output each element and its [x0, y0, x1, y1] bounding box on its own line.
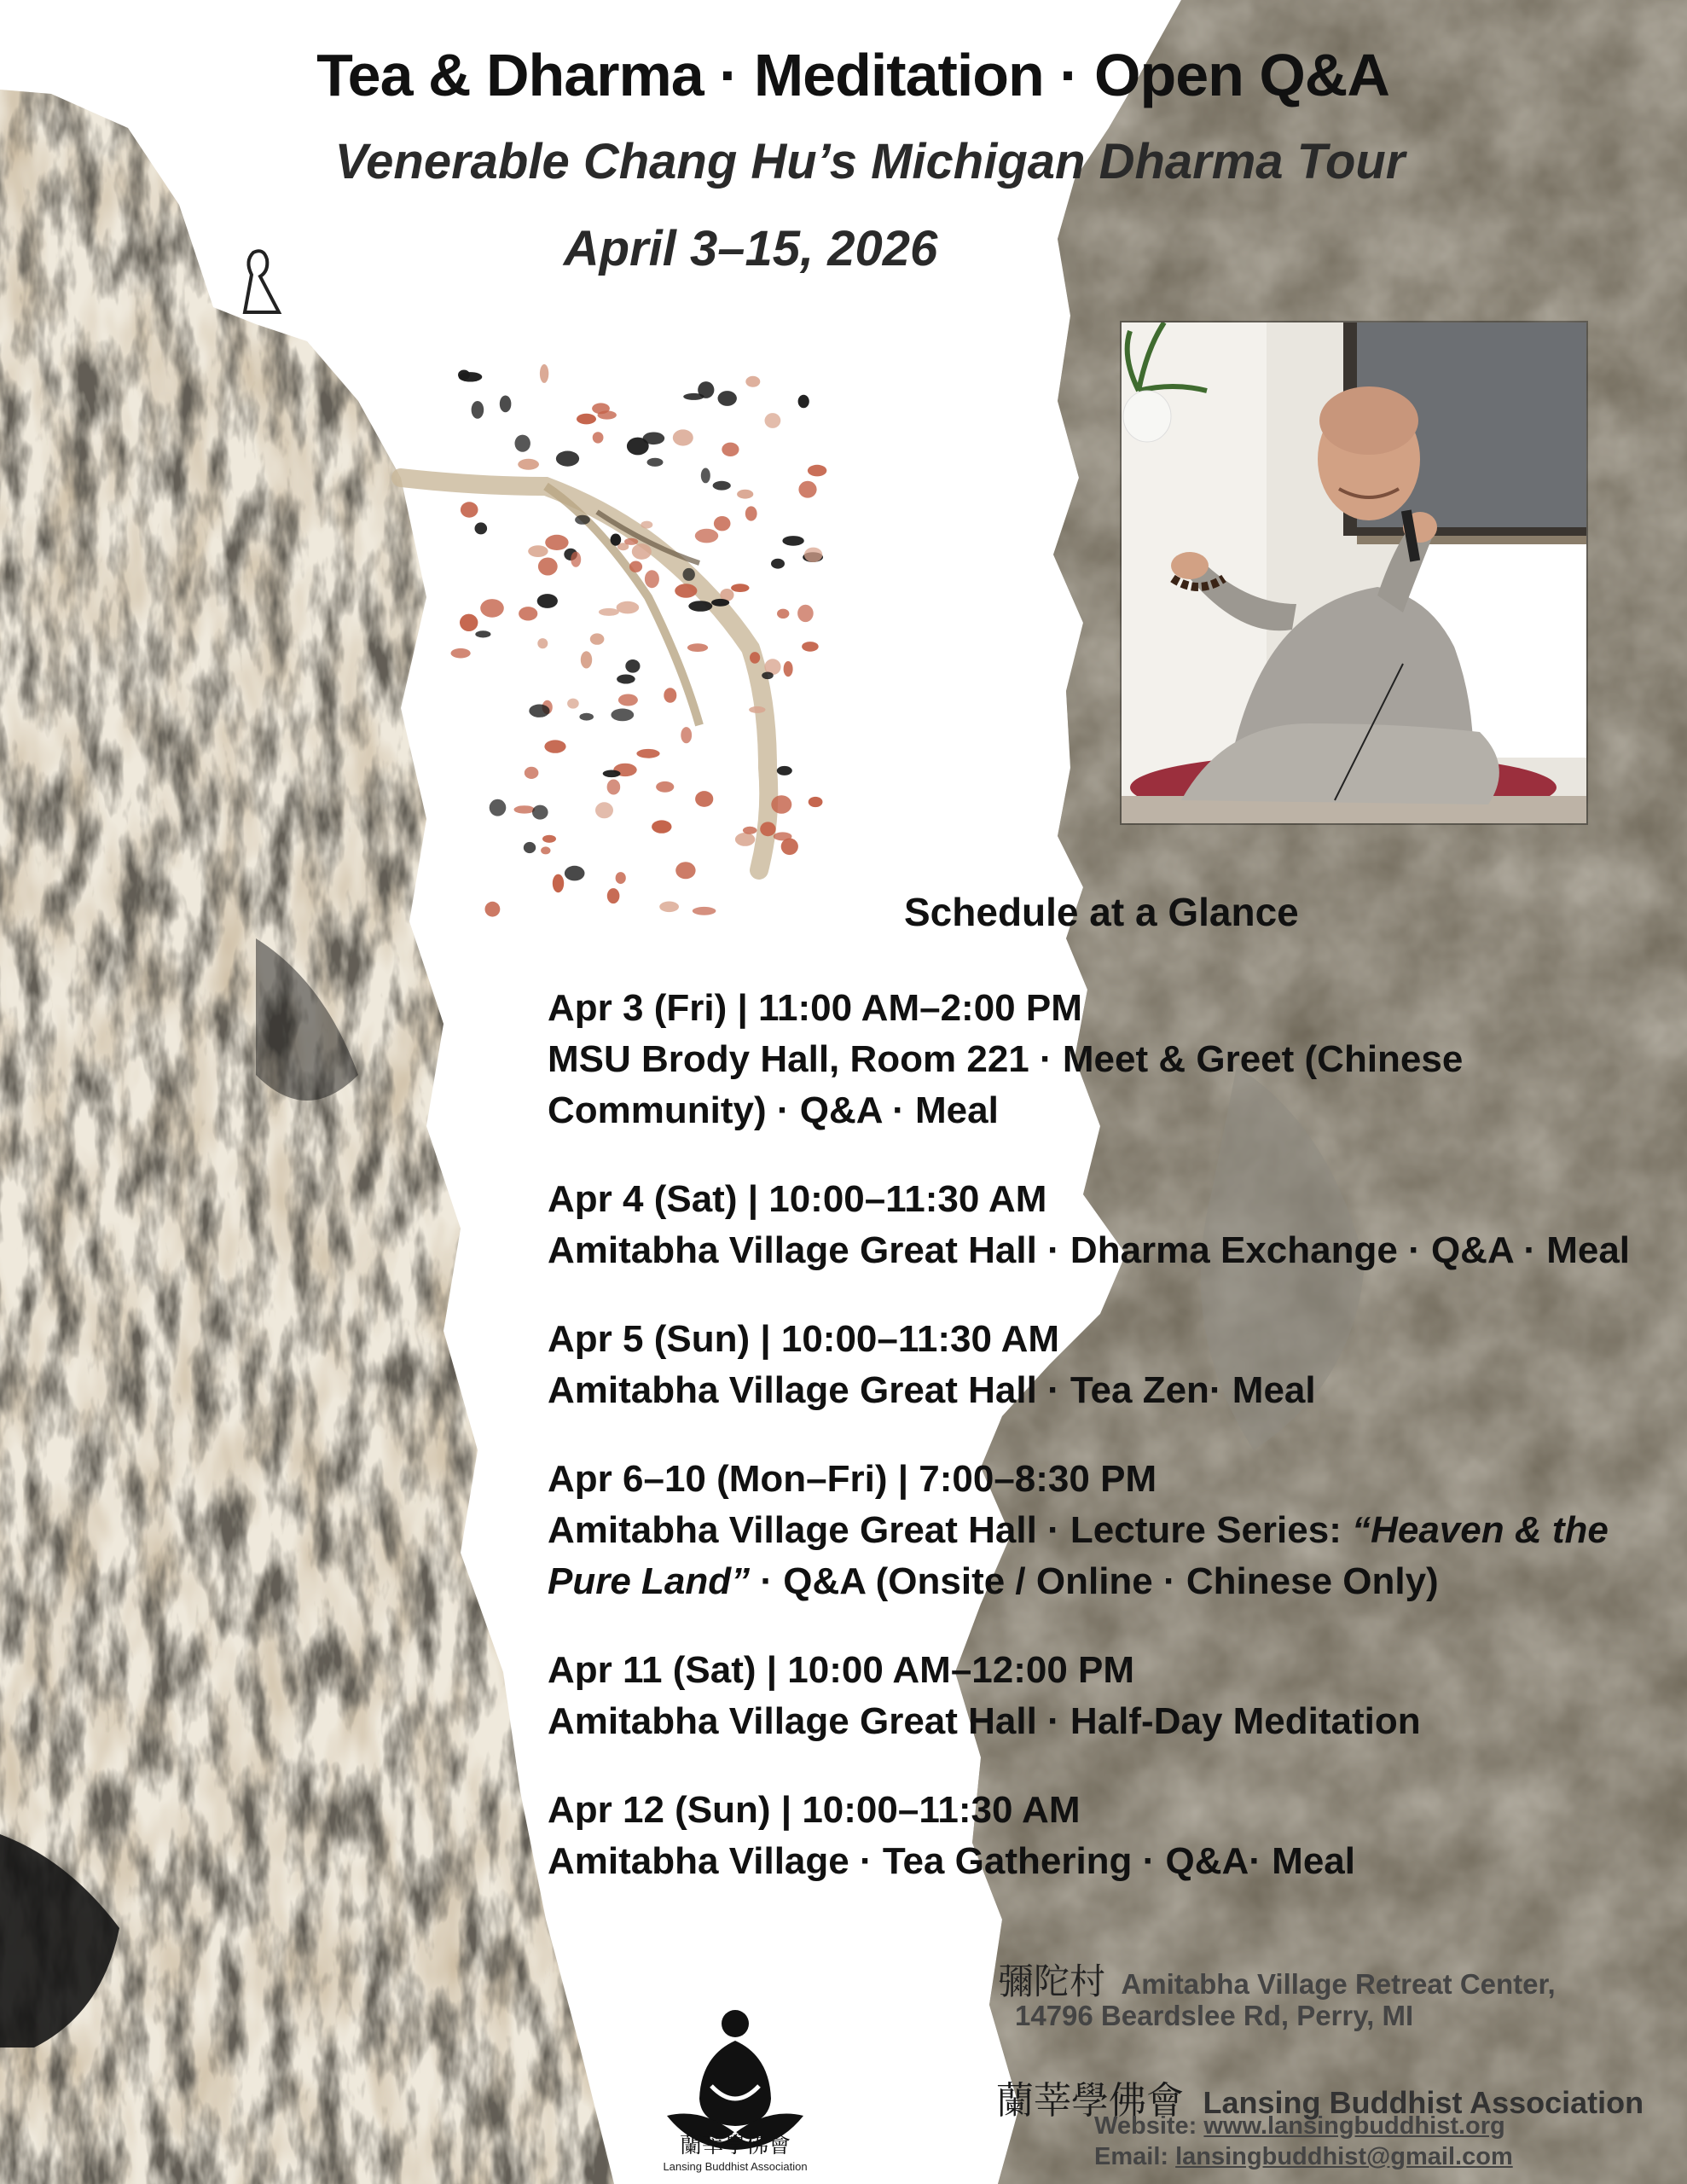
blossom-dot — [673, 429, 693, 445]
blossom-dot — [711, 599, 729, 607]
blossom-dot — [485, 902, 501, 917]
logo-caption: Lansing Buddhist Association — [663, 2160, 808, 2173]
blossom-dot — [683, 393, 704, 400]
blossom-dot — [798, 481, 816, 498]
event-date: Apr 12 (Sun) | 10:00–11:30 AM — [548, 1789, 1081, 1831]
event-date: Apr 11 (Sat) | 10:00 AM–12:00 PM — [548, 1649, 1135, 1691]
blossom-dot — [714, 516, 731, 531]
blossom-dot — [687, 643, 708, 652]
blossom-dot — [598, 410, 617, 419]
event-date: Apr 4 (Sat) | 10:00–11:30 AM — [548, 1178, 1047, 1220]
blossom-dot — [695, 791, 713, 807]
blossom-dot — [762, 672, 774, 680]
event-description: Amitabha Village Great Hall · Lecture Series: “Heaven & the Pure Land” · Q&A (Onsite / Online · Chinese Only) — [548, 1509, 1609, 1602]
blossom-dot — [695, 529, 718, 543]
blossom-dot — [514, 805, 536, 813]
event-description: Amitabha Village · Tea Gathering · Q&A· Meal — [548, 1840, 1355, 1882]
blossom-dot — [636, 749, 659, 758]
blossom-dot — [735, 833, 755, 846]
blossom-dot — [675, 862, 695, 879]
event-date: Apr 6–10 (Mon–Fri) | 7:00–8:30 PM — [548, 1458, 1157, 1500]
blossom-dot — [460, 614, 478, 631]
blossom-dot — [571, 552, 581, 567]
blossom-dot — [645, 570, 659, 588]
event-description: Amitabha Village Great Hall · Half-Day Meditation — [548, 1700, 1421, 1742]
blossom-dot — [579, 713, 594, 721]
blossom-dot — [603, 770, 621, 778]
blossom-dot — [475, 630, 490, 637]
blossom-dot — [525, 767, 539, 779]
blossom-dot — [451, 648, 471, 659]
blossom-dot — [524, 842, 536, 853]
blossom-dot — [777, 609, 789, 619]
event-date: Apr 5 (Sun) | 10:00–11:30 AM — [548, 1318, 1059, 1360]
blossom-dot — [760, 822, 775, 836]
blossom-dot — [782, 536, 803, 546]
schedule-item — [548, 1174, 1673, 1276]
blossom-dot — [641, 521, 652, 529]
blossom-dot — [681, 727, 692, 743]
blossom-dot — [616, 872, 626, 884]
blossom-dot — [461, 502, 478, 517]
blossom-dot — [683, 568, 695, 581]
blossom-dot — [629, 561, 642, 572]
blossom-dot — [625, 659, 640, 673]
blossom-dot — [652, 820, 671, 833]
blossom-dot — [528, 545, 548, 557]
blossom-dot — [713, 481, 731, 491]
blossom-dot — [553, 874, 564, 893]
blossom-dot — [545, 535, 568, 550]
blossom-dot — [797, 605, 814, 622]
blossom-dot — [611, 534, 622, 546]
schedule-item — [548, 1645, 1673, 1747]
blossom-dot — [745, 376, 760, 387]
blossom-dot — [688, 601, 712, 612]
blossom-dot — [577, 414, 596, 425]
blossom-dot — [475, 522, 488, 534]
blossom-dot — [771, 795, 791, 814]
blossom-dot — [809, 797, 823, 807]
blossom-dot — [664, 688, 676, 703]
event-description: MSU Brody Hall, Room 221 · Meet & Greet (Chinese Community) · Q&A · Meal — [548, 1038, 1464, 1131]
blossom-dot — [611, 709, 634, 722]
blossom-dot — [618, 694, 638, 706]
blossom-dot — [617, 601, 640, 614]
blossom-dot — [556, 451, 579, 467]
schedule-heading: Schedule at a Glance — [904, 890, 1299, 934]
email-line: Email: lansingbuddhist@gmail.com — [1094, 2143, 1513, 2170]
schedule-item — [548, 983, 1673, 1136]
website-line: Website: www.lansingbuddhist.org — [1094, 2112, 1505, 2140]
blossom-dot — [798, 395, 809, 408]
blossom-dot — [659, 902, 679, 913]
schedule-item — [548, 1454, 1673, 1607]
venue-name-en: Amitabha Village Retreat Center, — [1121, 1968, 1556, 2000]
blossom-dot — [515, 435, 530, 452]
blossom-dot — [542, 835, 556, 843]
speaker-photo — [1122, 322, 1586, 823]
blossom-dot — [722, 443, 739, 456]
blossom-dot — [804, 548, 822, 562]
schedule-item — [548, 1314, 1673, 1416]
blossom-dot — [590, 633, 605, 644]
logo-text-zh: 蘭莘學佛會 — [679, 2133, 791, 2158]
blossom-dot — [595, 802, 613, 818]
blossom-dot — [774, 832, 792, 840]
blossom-dot — [480, 599, 504, 618]
venue-line — [998, 1954, 1556, 2005]
blossom-dot — [607, 780, 621, 795]
blossom-dot — [627, 438, 649, 456]
blossom-dot — [718, 391, 737, 406]
poster-subtitle: Venerable Chang Hu’s Michigan Dharma Tour — [334, 134, 1406, 189]
blossom-dot — [472, 401, 484, 419]
event-date: Apr 3 (Fri) | 11:00 AM–2:00 PM — [548, 987, 1082, 1029]
blossom-dot — [599, 608, 619, 616]
blossom-dot — [781, 839, 798, 856]
blossom-dot — [519, 607, 537, 620]
blossom-dot — [749, 706, 765, 713]
blossom-dot — [500, 396, 512, 413]
event-description: Amitabha Village Great Hall · Tea Zen· Meal — [548, 1369, 1316, 1411]
blossom-dot — [656, 781, 674, 793]
blossom-dot — [617, 675, 635, 684]
website-link[interactable]: www.lansingbuddhist.org — [1203, 2112, 1505, 2140]
blossom-dot — [745, 506, 757, 520]
blossom-dot — [593, 432, 604, 443]
schedule-item — [548, 1785, 1673, 1887]
venue-name-zh: 彌陀村 — [998, 1961, 1106, 2001]
organization-name-zh: 蘭莘學佛會 — [996, 2080, 1184, 2122]
blossom-dot — [532, 805, 548, 820]
email-link[interactable]: lansingbuddhist@gmail.com — [1175, 2143, 1513, 2170]
blossom-dot — [538, 558, 558, 576]
blossom-dot — [784, 661, 793, 677]
blossom-dot — [624, 538, 638, 545]
blossom-dot — [808, 465, 826, 477]
blossom-dot — [537, 638, 548, 648]
blossom-dot — [540, 364, 548, 383]
blossom-dot — [459, 372, 483, 381]
blossom-dot — [607, 888, 620, 903]
blossom-dot — [567, 699, 579, 709]
blossom-dot — [777, 766, 792, 775]
blossom-dot — [731, 584, 749, 592]
blossom-dot — [701, 468, 710, 484]
blossom-dot — [647, 458, 664, 467]
organization-name-en: Lansing Buddhist Association — [1203, 2085, 1644, 2120]
blossom-dot — [693, 907, 716, 915]
venue-address: 14796 Beardslee Rd, Perry, MI — [1015, 2000, 1414, 2031]
lecture-title: “Heaven & the Pure Land” — [548, 1509, 1609, 1602]
blossom-dot — [771, 559, 785, 569]
blossom-dot — [544, 740, 565, 752]
blossom-dot — [743, 827, 757, 834]
blossom-dot — [490, 799, 507, 816]
blossom-dot — [581, 651, 592, 668]
blossom-dot — [632, 543, 652, 560]
blossom-dot — [737, 490, 753, 499]
blossom-dot — [750, 652, 760, 664]
event-description: Amitabha Village Great Hall · Dharma Exchange · Q&A · Meal — [548, 1229, 1631, 1271]
blossom-dot — [518, 459, 539, 470]
blossom-dot — [541, 846, 550, 854]
tour-dates: April 3–15, 2026 — [563, 221, 938, 276]
blossom-dot — [565, 866, 585, 881]
blossom-dot — [765, 413, 781, 428]
poster-title: Tea & Dharma · Meditation · Open Q&A — [316, 42, 1389, 108]
blossom-dot — [675, 584, 697, 597]
blossom-dot — [529, 705, 549, 717]
blossom-dot — [802, 642, 819, 652]
blossom-dot — [537, 594, 558, 608]
blossom-dot — [575, 515, 590, 525]
